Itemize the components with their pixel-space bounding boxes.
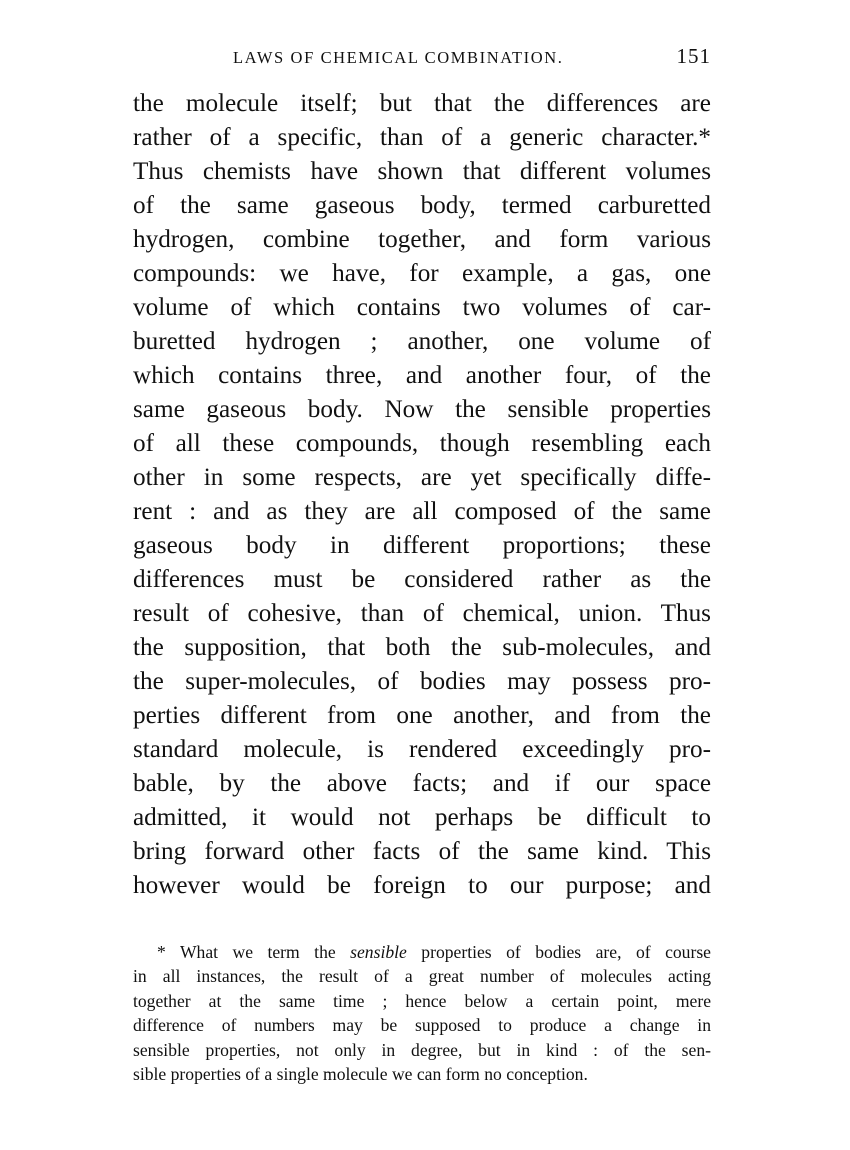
footnote-text: properties of bodies are, of course xyxy=(406,942,711,962)
text-line: buretted hydrogen ; another, one volume of xyxy=(133,328,711,355)
text-line: other in some respects, are yet specifically diffe- xyxy=(133,464,711,491)
text-line: bring forward other facts of the same kind. This xyxy=(133,838,711,865)
text-line: of all these compounds, though resembling each xyxy=(133,430,711,457)
text-line: Thus chemists have shown that different volumes xyxy=(133,158,711,185)
text-line: gaseous body in different proportions; these xyxy=(133,532,711,559)
text-line: differences must be considered rather as the xyxy=(133,566,711,593)
running-title: LAWS OF CHEMICAL COMBINATION. xyxy=(233,48,564,67)
footnote-line: sensible properties, not only in degree, but in kind : of the sen- xyxy=(133,1039,711,1060)
text-line: admitted, it would not perhaps be difficult to xyxy=(133,804,711,831)
text-line: the supposition, that both the sub-molecules, and xyxy=(133,634,711,661)
text-line: hydrogen, combine together, and form various xyxy=(133,226,711,253)
text-line: bable, by the above facts; and if our space xyxy=(133,770,711,797)
footnote-line: sible properties of a single molecule we can form no conception. xyxy=(133,1063,588,1084)
running-head xyxy=(133,44,711,74)
footnote-text: * What we term the xyxy=(157,942,351,962)
text-line: compounds: we have, for example, a gas, one xyxy=(133,260,711,287)
text-line: perties different from one another, and from the xyxy=(133,702,711,729)
text-line: the super-molecules, of bodies may possess pro- xyxy=(133,668,711,695)
text-line: however would be foreign to our purpose; and xyxy=(133,872,711,899)
footnote-emphasis: sensible xyxy=(350,942,407,962)
page-number: 151 xyxy=(676,44,711,68)
text-line: standard molecule, is rendered exceedingly pro- xyxy=(133,736,711,763)
footnote-line: in all instances, the result of a great number of molecules acting xyxy=(133,966,711,987)
text-line: rent : and as they are all composed of the same xyxy=(133,498,711,525)
text-line: volume of which contains two volumes of car- xyxy=(133,294,711,321)
text-line: the molecule itself; but that the differences are xyxy=(133,90,711,117)
body-text xyxy=(133,87,711,903)
footnote-line: together at the same time ; hence below a certain point, mere xyxy=(133,990,711,1011)
text-line: same gaseous body. Now the sensible properties xyxy=(133,396,711,423)
text-line: which contains three, and another four, of the xyxy=(133,362,711,389)
text-line: result of cohesive, than of chemical, union. Thus xyxy=(133,600,711,627)
text-line: rather of a specific, than of a generic character.* xyxy=(133,124,711,151)
text-line: of the same gaseous body, termed carburetted xyxy=(133,192,711,219)
footnote-line: difference of numbers may be supposed to produce a change in xyxy=(133,1015,711,1036)
footnote xyxy=(133,940,711,1086)
footnote-line xyxy=(133,940,711,964)
